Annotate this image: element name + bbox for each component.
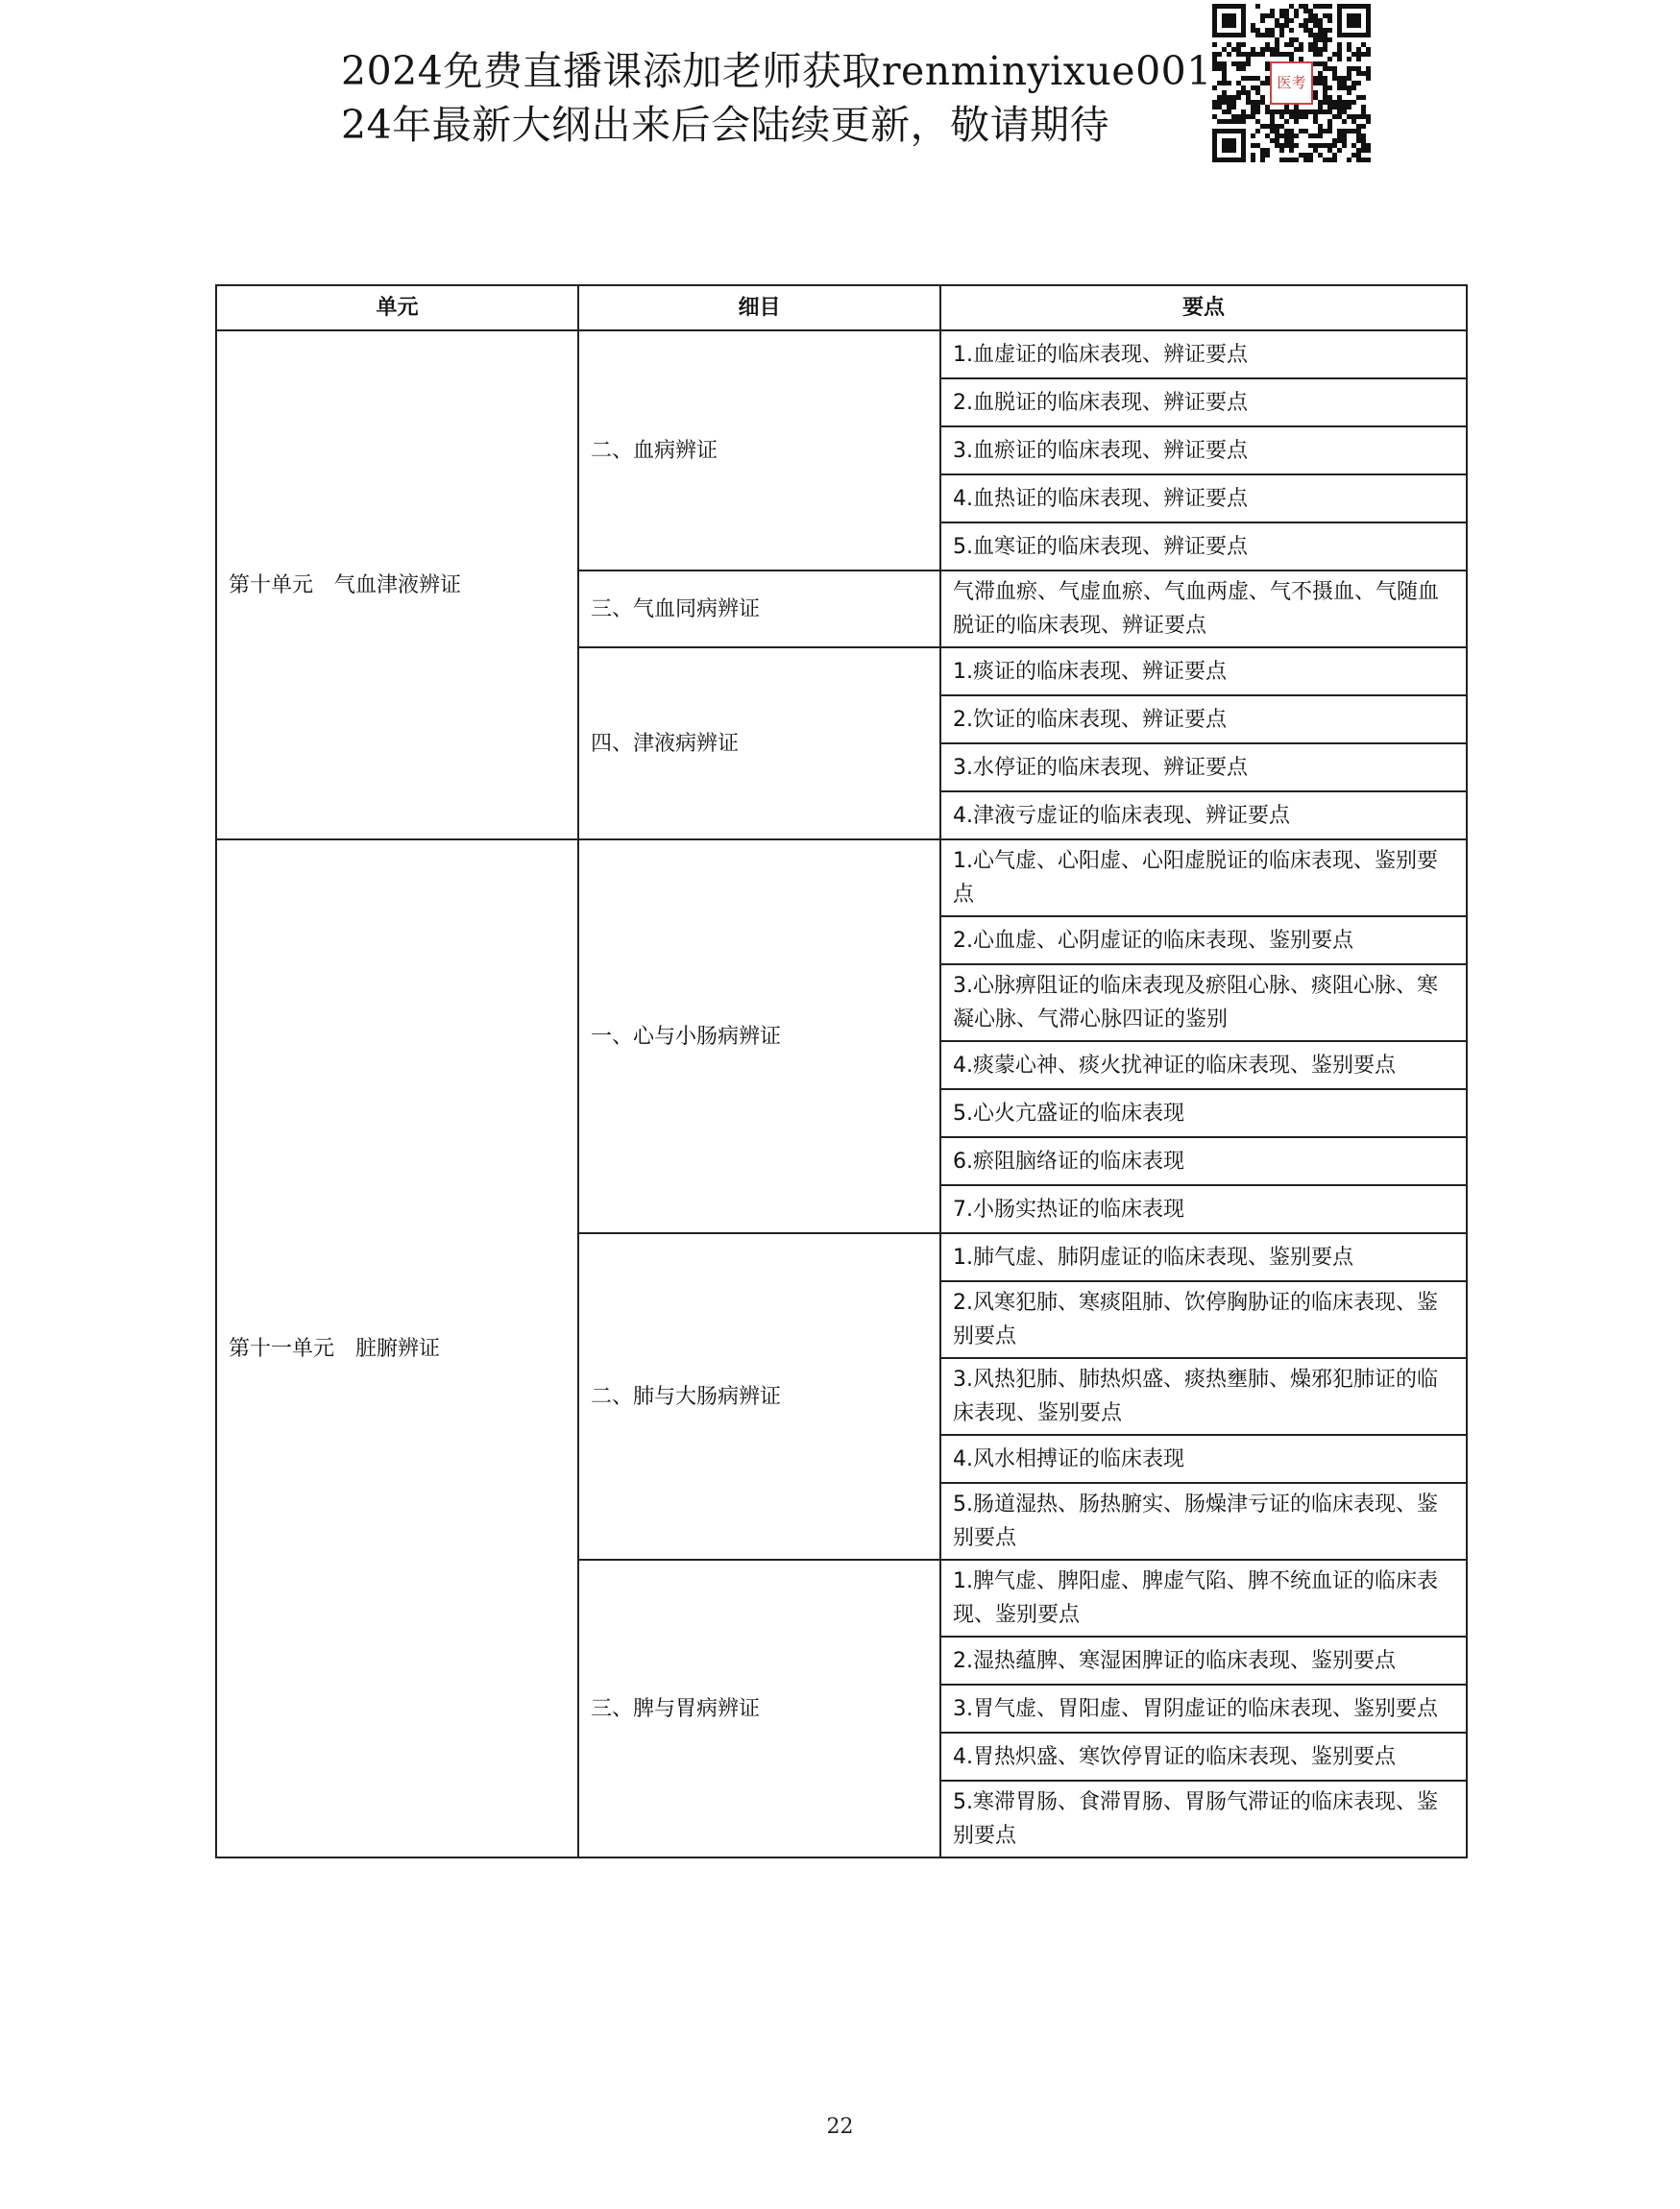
point-cell: 3.风热犯肺、肺热炽盛、痰热壅肺、燥邪犯肺证的临床表现、鉴别要点 bbox=[940, 1358, 1467, 1435]
point-cell: 5.血寒证的临床表现、辨证要点 bbox=[940, 522, 1467, 570]
point-cell: 4.胃热炽盛、寒饮停胃证的临床表现、鉴别要点 bbox=[940, 1733, 1467, 1781]
point-cell: 1.脾气虚、脾阳虚、脾虚气陷、脾不统血证的临床表现、鉴别要点 bbox=[940, 1560, 1467, 1637]
header-line-2: 24年最新大纲出来后会陆续更新，敬请期待 bbox=[341, 102, 1110, 148]
point-cell: 1.血虚证的临床表现、辨证要点 bbox=[940, 330, 1467, 378]
point-cell: 1.肺气虚、肺阴虚证的临床表现、鉴别要点 bbox=[940, 1233, 1467, 1281]
point-cell: 2.血脱证的临床表现、辨证要点 bbox=[940, 378, 1467, 426]
point-cell: 1.痰证的临床表现、辨证要点 bbox=[940, 647, 1467, 695]
point-cell: 2.心血虚、心阴虚证的临床表现、鉴别要点 bbox=[940, 916, 1467, 964]
page-number: 22 bbox=[826, 2115, 854, 2139]
table-row bbox=[216, 839, 1467, 916]
unit-cell: 第十一单元 脏腑辨证 bbox=[216, 839, 578, 1857]
point-cell: 3.血瘀证的临床表现、辨证要点 bbox=[940, 426, 1467, 474]
item-cell: 四、津液病辨证 bbox=[578, 647, 940, 839]
point-cell: 2.风寒犯肺、寒痰阻肺、饮停胸胁证的临床表现、鉴别要点 bbox=[940, 1281, 1467, 1358]
unit-cell: 第十单元 气血津液辨证 bbox=[216, 330, 578, 839]
point-cell: 4.风水相搏证的临床表现 bbox=[940, 1435, 1467, 1483]
point-cell: 4.血热证的临床表现、辨证要点 bbox=[940, 474, 1467, 522]
qr-logo: 医考 bbox=[1270, 61, 1313, 105]
table-header-row bbox=[216, 285, 1467, 330]
syllabus-table bbox=[215, 284, 1468, 1858]
point-cell: 3.水停证的临床表现、辨证要点 bbox=[940, 743, 1467, 791]
page-header bbox=[341, 44, 1212, 152]
header-line-1: 2024免费直播课添加老师获取renminyixue001 bbox=[341, 48, 1212, 94]
item-cell: 三、脾与胃病辨证 bbox=[578, 1560, 940, 1857]
item-cell: 二、血病辨证 bbox=[578, 330, 940, 570]
point-cell: 7.小肠实热证的临床表现 bbox=[940, 1185, 1467, 1233]
column-header: 要点 bbox=[940, 285, 1467, 330]
point-cell: 6.瘀阻脑络证的临床表现 bbox=[940, 1137, 1467, 1185]
column-header: 单元 bbox=[216, 285, 578, 330]
item-cell: 二、肺与大肠病辨证 bbox=[578, 1233, 940, 1560]
point-cell: 4.痰蒙心神、痰火扰神证的临床表现、鉴别要点 bbox=[940, 1041, 1467, 1089]
point-cell: 3.胃气虚、胃阳虚、胃阴虚证的临床表现、鉴别要点 bbox=[940, 1685, 1467, 1733]
point-cell: 1.心气虚、心阳虚、心阳虚脱证的临床表现、鉴别要点 bbox=[940, 839, 1467, 916]
qr-code-icon bbox=[1212, 4, 1371, 162]
point-cell: 2.饮证的临床表现、辨证要点 bbox=[940, 695, 1467, 743]
point-cell: 3.心脉痹阻证的临床表现及瘀阻心脉、痰阻心脉、寒凝心脉、气滞心脉四证的鉴别 bbox=[940, 964, 1467, 1041]
point-cell: 气滞血瘀、气虚血瘀、气血两虚、气不摄血、气随血脱证的临床表现、辨证要点 bbox=[940, 570, 1467, 647]
column-header: 细目 bbox=[578, 285, 940, 330]
point-cell: 4.津液亏虚证的临床表现、辨证要点 bbox=[940, 791, 1467, 839]
item-cell: 一、心与小肠病辨证 bbox=[578, 839, 940, 1233]
item-cell: 三、气血同病辨证 bbox=[578, 570, 940, 647]
point-cell: 5.寒滞胃肠、食滞胃肠、胃肠气滞证的临床表现、鉴别要点 bbox=[940, 1781, 1467, 1857]
point-cell: 2.湿热蕴脾、寒湿困脾证的临床表现、鉴别要点 bbox=[940, 1637, 1467, 1685]
point-cell: 5.肠道湿热、肠热腑实、肠燥津亏证的临床表现、鉴别要点 bbox=[940, 1483, 1467, 1560]
table-row bbox=[216, 330, 1467, 378]
point-cell: 5.心火亢盛证的临床表现 bbox=[940, 1089, 1467, 1137]
